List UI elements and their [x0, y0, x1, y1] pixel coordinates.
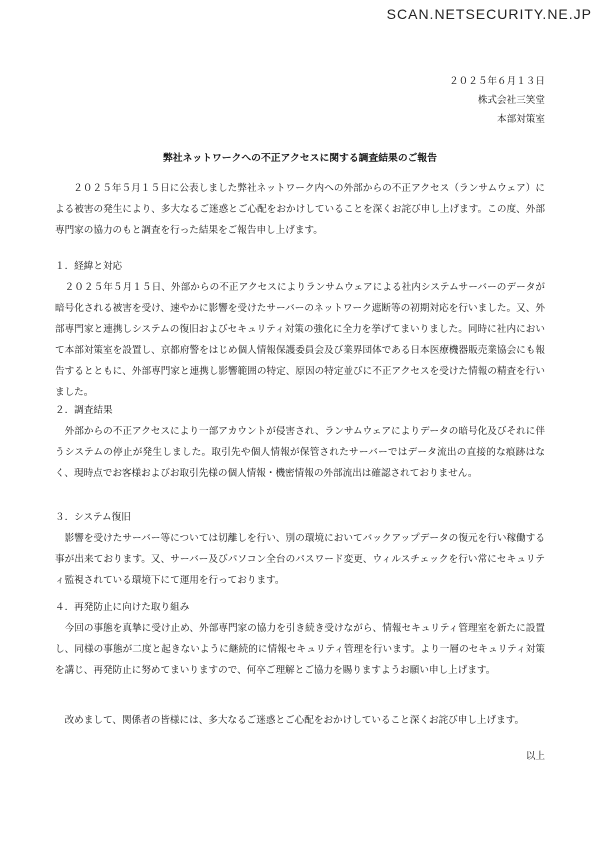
closing-paragraph: 改めまして、関係者の皆様には、多大なるご迷惑とご心配をおかけしていること深くお詫び申し上げます。 — [64, 715, 525, 726]
document-title: 弊社ネットワークへの不正アクセスに関する調査結果のご報告 — [162, 153, 438, 164]
section-recovery — [55, 507, 545, 591]
section-background — [55, 256, 545, 403]
section-heading: ２．調査結果 — [55, 405, 113, 416]
section-heading: ３．システム復旧 — [55, 512, 131, 523]
section-body: 影響を受けたサーバー等については切離しを行い、別の環境においてバックアップデータの復元を行い稼働する事が出来ております。又、サーバー及びパソコン全台のパスワード変更、ウィルスチェックを行い常にセキュリティ監視されている環境下にて運用を行っております。 — [55, 533, 545, 586]
section-body: 今回の事態を真摯に受け止め、外部専門家の協力を引き続き受けながら、情報セキュリティ管理室を新たに設置し、同様の事態が二度と起きないように継続的に情報セキュリティ管理を行います。より一層のセキュリティ対策を講じ、再発防止に努めてまいりますので、何卒ご理解とご協力を賜りますようお願い申し上げます。 — [55, 623, 545, 676]
section-heading: ４．再発防止に向けた取り組み — [55, 602, 190, 613]
department-name: 本部対策室 — [497, 114, 545, 125]
section-body: ２０２５年５月１５日、外部からの不正アクセスによりランサムウェアによる社内システムサーバーのデータが暗号化される被害を受け、速やかに影響を受けたサーバーのネットワーク遮断等の初期対応を行いました。又、外部専門家と連携しシステムの復旧およびセキュリティ対策の強化に全力を挙げてまいりました。同時に社内において本部対策室を設置し、京都府警をはじめ個人情報保護委員会及び業界団体である日本医療機器販売業協会にも報告するとともに、外部専門家と連携し影響範囲の特定、原因の特定並びに不正アクセスを受けた情報の精査を行いました。 — [55, 282, 545, 398]
company-name: 株式会社三笑堂 — [477, 95, 545, 106]
closing-mark: 以上 — [525, 751, 545, 762]
site-watermark: SCAN.NETSECURITY.NE.JP — [386, 6, 592, 22]
intro-section — [55, 178, 545, 241]
section-findings — [55, 400, 545, 484]
section-heading: １．経緯と対応 — [55, 261, 123, 272]
section-body: 外部からの不正アクセスにより一部アカウントが侵害され、ランサムウェアによりデータの暗号化及びそれに伴うシステムの停止が発生しました。取引先や個人情報が保管されたサーバーではデータ流出の直接的な痕跡はなく、現時点でお客様およびお取引先様の個人情報・機密情報の外部流出は確認されておりません。 — [55, 426, 545, 479]
letter-date: ２０２５年６月１３日 — [449, 76, 545, 87]
closing-section — [55, 710, 545, 731]
intro-paragraph: ２０２５年５月１５日に公表しました弊社ネットワーク内への外部からの不正アクセス（ランサムウェア）による被害の発生により、多大なるご迷惑とご心配をおかけしていることを深くお詫び申し上げます。この度、外部専門家の協力のもと調査を行った結果をご報告申し上げます。 — [55, 183, 545, 236]
letter-header — [449, 72, 545, 129]
document-page — [55, 60, 545, 830]
section-prevention — [55, 597, 545, 681]
